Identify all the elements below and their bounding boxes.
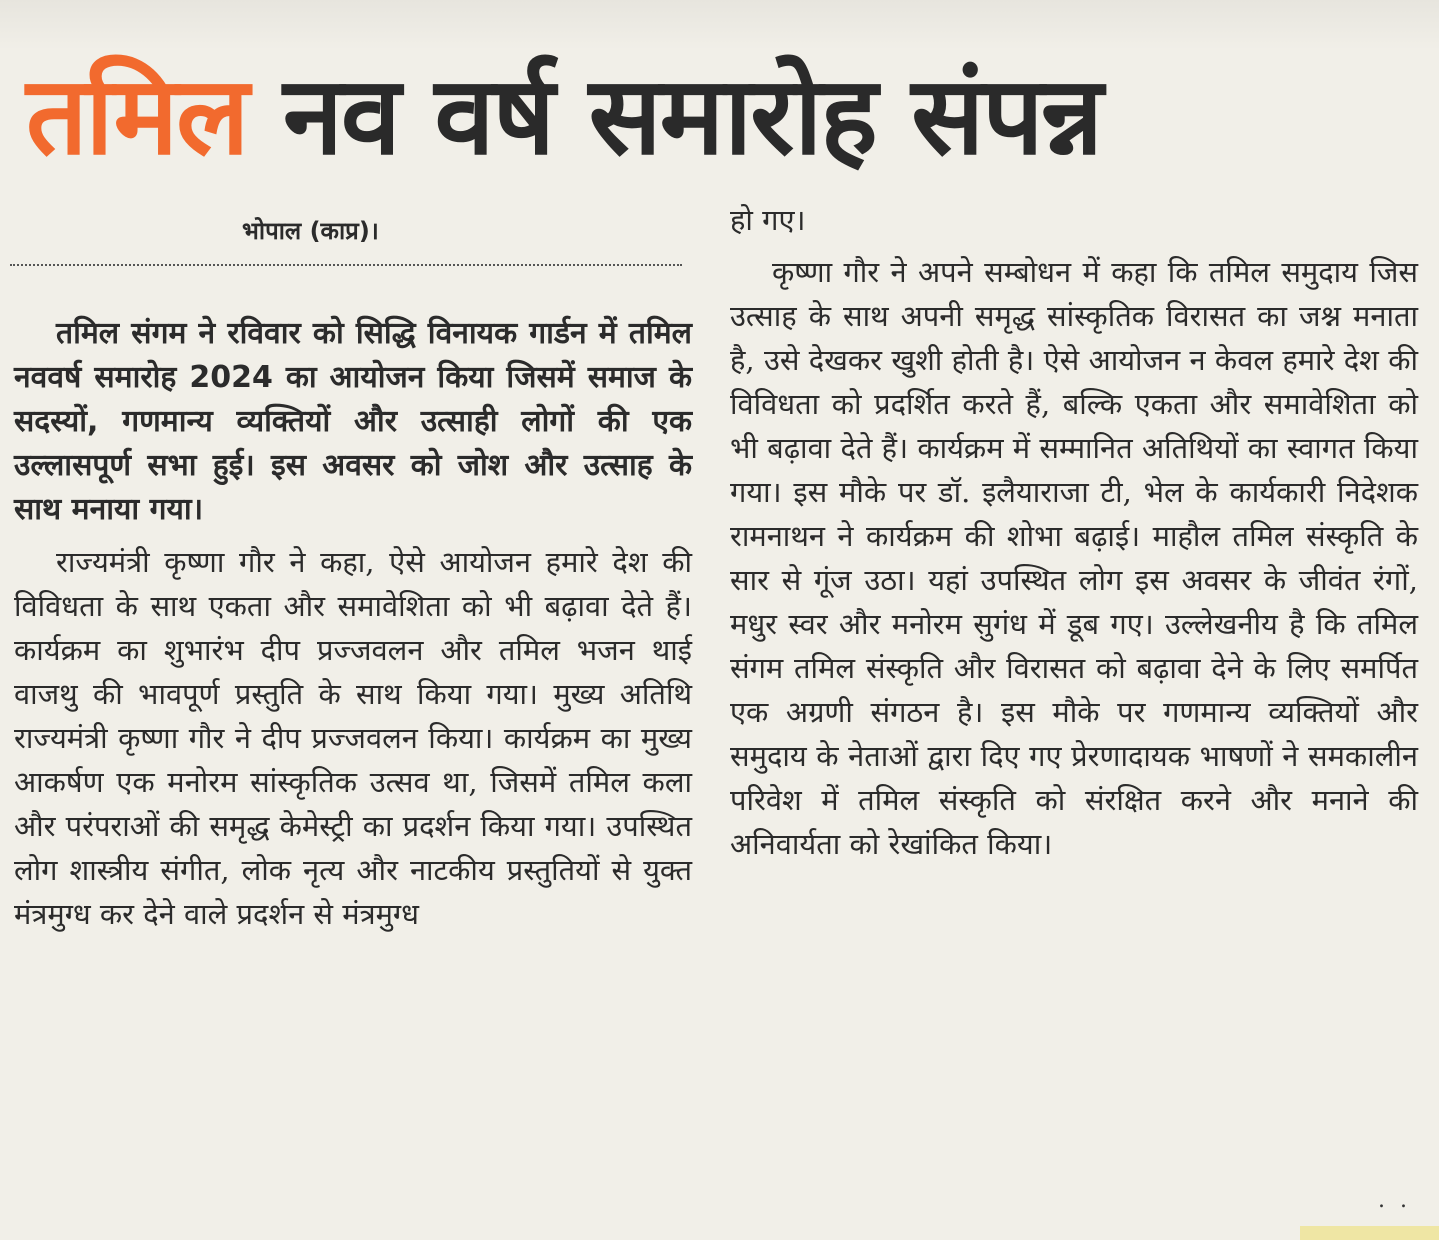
dotted-divider — [10, 264, 682, 266]
top-bleed-edge — [0, 0, 1439, 50]
body-paragraph-2: कृष्णा गौर ने अपने सम्बोधन में कहा कि तमिल समुदाय जिस उत्साह के साथ अपनी समृद्ध सांस्कृतिक विरासत का जश्न मनाता है, उसे देखकर खुशी होती है। ऐसे आयोजन न केवल हमारे देश की विविधता को प्रदर्शित करते हैं, बल्कि एकता और समावेशिता को भी बढ़ावा देते हैं। कार्यक्रम में सम्मानित अतिथियों का स्वागत किया गया। इस मौके पर डॉ. इलैयाराजा टी, भेल के कार्यकारी निदेशक रामनाथन ने कार्यक्रम की शोभा बढ़ाई। माहौल तमिल संस्कृति के सार से गूंज उठा। यहां उपस्थित लोग इस अवसर के जीवंत रंगों, मधुर स्वर और मनोरम सुगंध में डूब गए। उल्लेखनीय है कि तमिल संगम तमिल संस्कृति और विरासत को बढ़ावा देने के लिए समर्पित एक अग्रणी संगठन है। इस मौके पर गणमान्य व्यक्तियों और समुदाय के नेताओं द्वारा दिए गए प्रेरणादायक भाषणों ने समकालीन परिवेश में तमिल संस्कृति को संरक्षित करने और मनाने की अनिवार्यता को रेखांकित किया। — [730, 255, 1418, 861]
dateline: भोपाल (काप्र)। — [242, 217, 379, 245]
adjacent-clipping-edge — [1300, 1226, 1439, 1240]
headline-main-text: नव वर्ष समारोह संपन्न — [282, 54, 1102, 179]
lead-paragraph: तमिल संगम ने रविवार को सिद्धि विनायक गार्डन में तमिल नववर्ष समारोह 2024 का आयोजन किया जिसमें समाज के सदस्यों, गणमान्य व्यक्तियों और उत्साही लोगों की एक उल्लासपूर्ण सभा हुई। इस अवसर को जोश और उत्साह के साथ मनाया गया। — [14, 316, 692, 527]
column-left — [14, 312, 692, 936]
headline-accent-word: तमिल — [26, 54, 248, 179]
end-mark: . . — [1378, 1188, 1411, 1213]
column-right — [730, 198, 1418, 866]
body-paragraph-1: राज्यमंत्री कृष्णा गौर ने कहा, ऐसे आयोजन हमारे देश की विविधता के साथ एकता और समावेशिता को भी बढ़ावा देते हैं। कार्यक्रम का शुभारंभ दीप प्रज्जवलन और तमिल भजन थाई वाजथु की भावपूर्ण प्रस्तुति के साथ किया गया। मुख्य अतिथि राज्यमंत्री कृष्णा गौर ने दीप प्रज्जवलन किया। कार्यक्रम का मुख्य आकर्षण एक मनोरम सांस्कृतिक उत्सव था, जिसमें तमिल कला और परंपराओं की समृद्ध केमेस्ट्री का प्रदर्शन किया गया। उपस्थित लोग शास्त्रीय संगीत, लोक नृत्य और नाटकीय प्रस्तुतियों से युक्त मंत्रमुग्ध कर देने वाले प्रदर्शन से मंत्रमुग्ध — [14, 545, 692, 931]
body-paragraph-1-continued: हो गए। — [730, 203, 806, 237]
headline — [26, 52, 1426, 182]
